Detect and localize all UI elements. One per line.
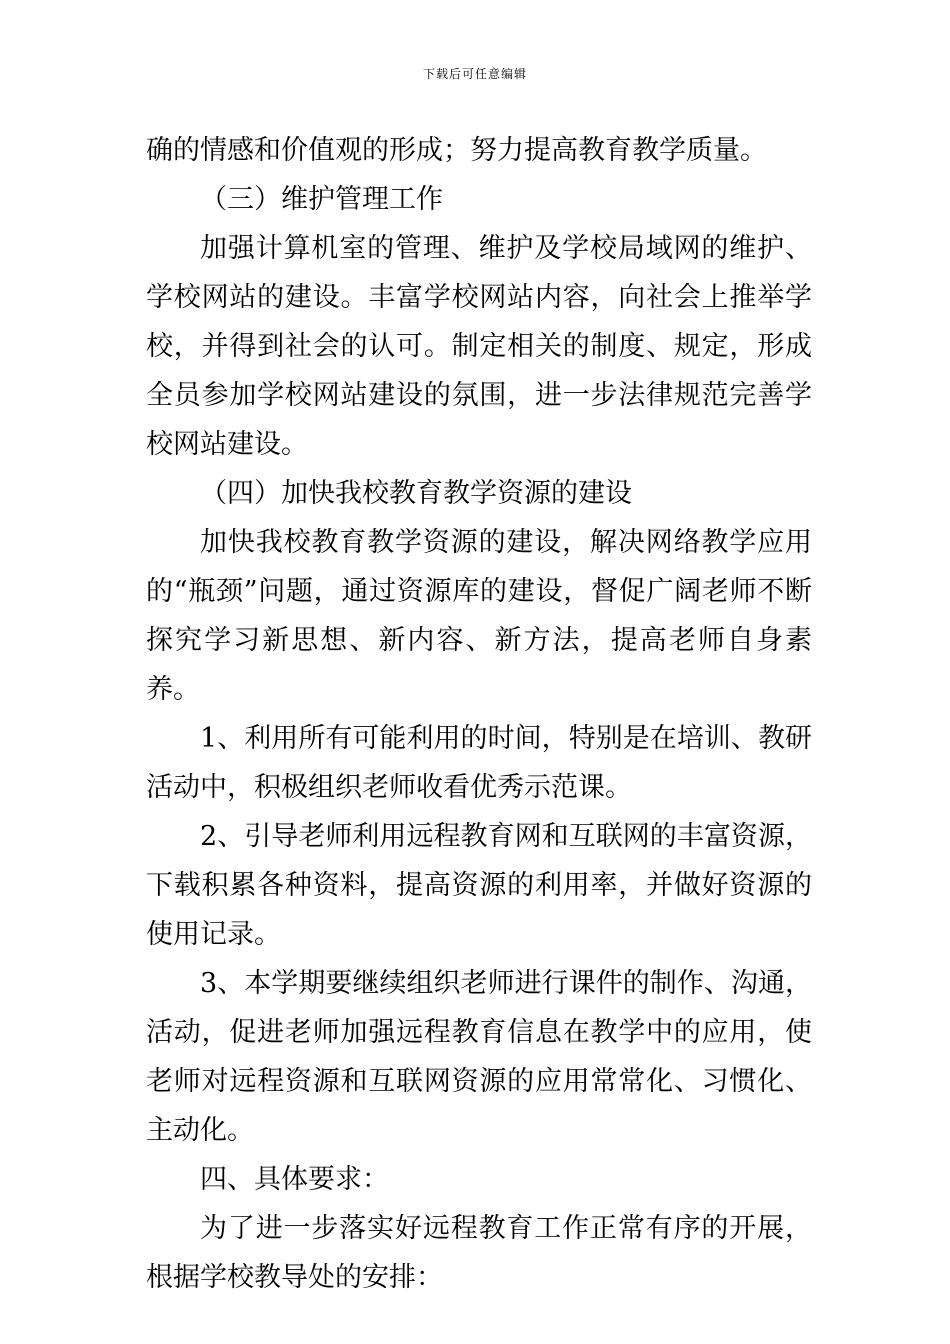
paragraph-continuation: 确的情感和价值观的形成；努力提高教育教学质量。 xyxy=(146,135,767,166)
list-item-1: 1、利用所有可能利用的时间，特别是在培训、教研活动中，积极组织老师收看优秀示范课。 xyxy=(146,723,812,803)
section-heading-maintenance: （三）维护管理工作 xyxy=(200,184,443,215)
paragraph-requirements: 为了进一步落实好远程教育工作正常有序的开展，根据学校教导处的安排： xyxy=(146,1213,812,1293)
list-item-3: 3、本学期要继续组织老师进行课件的制作、沟通，活动，促进老师加强远程教育信息在教学中的应用，使老师对远程资源和互联网资源的应用常常化、习惯化、主动化。 xyxy=(146,968,812,1146)
document-body xyxy=(146,126,812,1302)
page-header: 下载后可任意编辑 xyxy=(422,67,527,81)
paragraph-maintenance: 加强计算机室的管理、维护及学校局域网的维护、学校网站的建设。丰富学校网站内容，向社会上推举学校，并得到社会的认可。制定相关的制度、规定，形成全员参加学校网站建设的氛围，进一步法律规范完善学校网站建设。 xyxy=(146,233,812,460)
section-heading-requirements: 四、具体要求： xyxy=(200,1164,389,1195)
section-heading-resources: （四）加快我校教育教学资源的建设 xyxy=(200,478,632,509)
list-item-2: 2、引导老师利用远程教育网和互联网的丰富资源，下载积累各种资料，提高资源的利用率，并做好资源的使用记录。 xyxy=(146,821,812,950)
paragraph-resources: 加快我校教育教学资源的建设，解决网络教学应用的“瓶颈”问题，通过资源库的建设，督促广阔老师不断探究学习新思想、新内容、新方法，提高老师自身素养。 xyxy=(146,527,812,705)
